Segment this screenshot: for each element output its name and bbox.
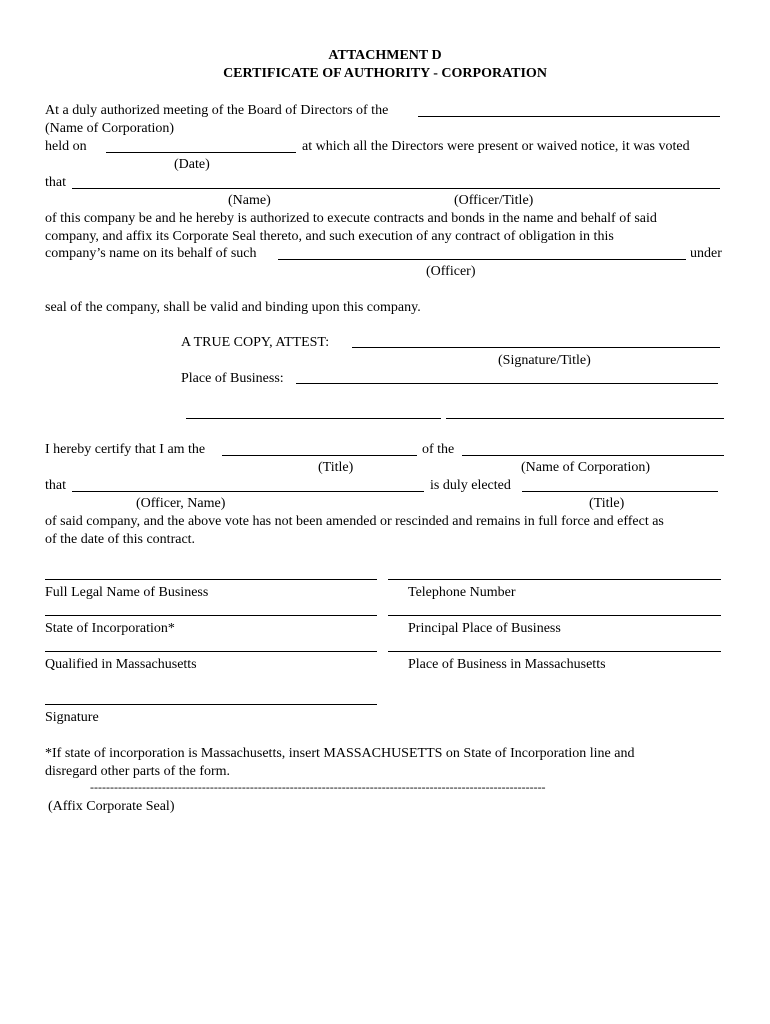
affix-seal-label: (Affix Corporate Seal) <box>48 799 175 814</box>
name-label: (Name) <box>228 193 271 208</box>
held-on-text: held on <box>45 139 87 154</box>
principal-place-field[interactable] <box>388 615 721 616</box>
meeting-date-field[interactable] <box>106 152 296 153</box>
officer-title-label: (Officer/Title) <box>454 193 534 208</box>
authorization-paragraph-2: company, and affix its Corporate Seal thereto, and such execution of any contract of obligation in this <box>45 229 614 244</box>
vote-paragraph-2: of the date of this contract. <box>45 532 196 547</box>
telephone-label: Telephone Number <box>408 585 516 600</box>
place-of-business-field[interactable] <box>296 383 718 384</box>
meeting-text: At a duly authorized meeting of the Board of Directors of the <box>45 103 389 118</box>
blank-line-right[interactable] <box>446 418 724 419</box>
signature-field[interactable] <box>45 704 377 705</box>
footnote-line-2: disregard other parts of the form. <box>45 764 231 779</box>
that-text-2: that <box>45 478 66 493</box>
name-of-corporation-label-2: (Name of Corporation) <box>521 460 651 475</box>
attest-signature-field[interactable] <box>352 347 720 348</box>
of-the-text: of the <box>422 442 455 457</box>
footnote-line-1: *If state of incorporation is Massachusetts, insert MASSACHUSETTS on State of Incorporation line and <box>45 746 635 761</box>
authorization-paragraph-3: company’s name on its behalf of such <box>45 246 257 261</box>
seal-sentence: seal of the company, shall be valid and binding upon this company. <box>45 300 421 315</box>
corporation-name-field[interactable] <box>418 116 720 117</box>
that-text: that <box>45 175 66 190</box>
qualified-in-ma-label: Qualified in Massachusetts <box>45 657 197 672</box>
officer-field[interactable] <box>278 259 686 260</box>
date-label: (Date) <box>174 157 210 172</box>
duly-elected-text: is duly elected <box>430 478 511 493</box>
officer-name-label: (Officer, Name) <box>136 496 226 511</box>
certify-text: I hereby certify that I am the <box>45 442 206 457</box>
officer-name-title-field[interactable] <box>72 188 720 189</box>
signature-label: Signature <box>45 710 99 725</box>
true-copy-attest-text: A TRUE COPY, ATTEST: <box>181 335 330 350</box>
under-text: under <box>690 246 722 261</box>
name-of-corporation-label: (Name of Corporation) <box>45 121 175 136</box>
title-label-2: (Title) <box>589 496 625 511</box>
telephone-field[interactable] <box>388 579 721 580</box>
full-legal-name-label: Full Legal Name of Business <box>45 585 209 600</box>
officer-name-field[interactable] <box>72 491 424 492</box>
elected-title-field[interactable] <box>522 491 718 492</box>
certifier-title-field[interactable] <box>222 455 417 456</box>
title-label: (Title) <box>318 460 354 475</box>
document-title: CERTIFICATE OF AUTHORITY - CORPORATION <box>223 66 547 81</box>
officer-label: (Officer) <box>426 264 476 279</box>
certify-corporation-name-field[interactable] <box>462 455 724 456</box>
at-which-text: at which all the Directors were present or waived notice, it was voted <box>302 139 690 154</box>
signature-title-label: (Signature/Title) <box>498 353 591 368</box>
authorization-paragraph-1: of this company be and he hereby is authorized to execute contracts and bonds in the name and behalf of said <box>45 211 657 226</box>
place-in-ma-field[interactable] <box>388 651 721 652</box>
vote-paragraph-1: of said company, and the above vote has not been amended or rescinded and remains in full force and effect as <box>45 514 664 529</box>
place-of-business-label: Place of Business: <box>181 371 284 386</box>
place-in-ma-label: Place of Business in Massachusetts <box>408 657 606 672</box>
attachment-label: ATTACHMENT D <box>328 48 442 63</box>
full-legal-name-field[interactable] <box>45 579 377 580</box>
blank-line-left[interactable] <box>186 418 441 419</box>
state-of-incorporation-field[interactable] <box>45 615 377 616</box>
qualified-in-ma-field[interactable] <box>45 651 377 652</box>
dashed-separator: ------------------------------------------------------------------------------------------------------------------ <box>90 780 546 794</box>
principal-place-label: Principal Place of Business <box>408 621 561 636</box>
state-of-incorporation-label: State of Incorporation* <box>45 621 175 636</box>
